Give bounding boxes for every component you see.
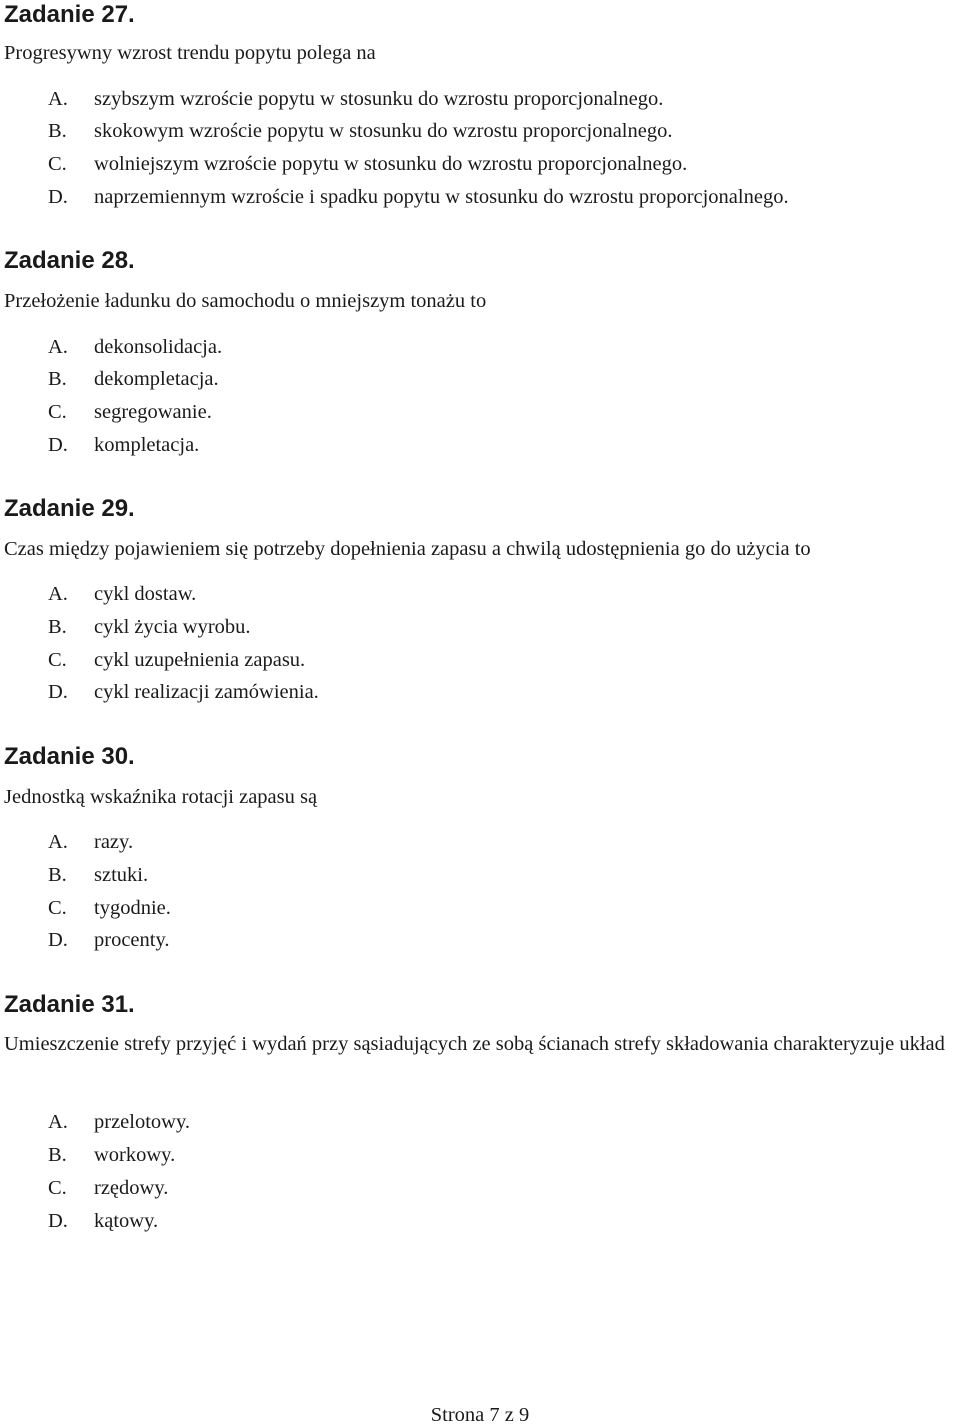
task-27-question: Progresywny wzrost trendu popytu polega na: [4, 42, 376, 64]
task-27-answer-a: [48, 87, 663, 111]
task-28-question: Przełożenie ładunku do samochodu o mniejszym tonażu to: [4, 290, 487, 312]
answer-letter: A.: [48, 336, 68, 358]
answer-letter: D.: [48, 434, 68, 456]
answer-letter: D.: [48, 681, 68, 703]
answer-letter: A.: [48, 1111, 68, 1133]
task-28-answer-a: [48, 335, 222, 359]
task-29-answer-d: [48, 680, 319, 704]
answer-text: kompletacja.: [94, 434, 200, 456]
task-31-answer-d: [48, 1209, 158, 1233]
answer-text: procenty.: [94, 929, 170, 951]
task-29-answer-a: [48, 582, 196, 606]
answer-text: szybszym wzroście popytu w stosunku do wzrostu proporcjonalnego.: [94, 88, 664, 110]
task-31-answer-c: [48, 1176, 168, 1200]
task-28-answer-d: [48, 433, 199, 457]
task-30-answer-a: [48, 830, 133, 854]
task-29-question: Czas między pojawieniem się potrzeby dopełnienia zapasu a chwilą udostępnienia go do użycia to: [4, 538, 811, 560]
answer-text: skokowym wzroście popytu w stosunku do wzrostu proporcjonalnego.: [94, 120, 673, 142]
task-31-answer-a: [48, 1110, 190, 1134]
task-28-title: Zadanie 28.: [4, 247, 135, 274]
task-27-title: Zadanie 27.: [4, 1, 135, 28]
answer-letter: C.: [48, 401, 67, 423]
task-28-answer-c: [48, 400, 212, 424]
answer-letter: D.: [48, 186, 68, 208]
answer-letter: C.: [48, 649, 67, 671]
page-number: Strona 7 z 9: [430, 1404, 530, 1426]
task-27-answer-b: [48, 119, 672, 143]
answer-text: dekompletacja.: [94, 368, 219, 390]
task-31-answer-b: [48, 1143, 175, 1167]
answer-letter: B.: [48, 368, 67, 390]
answer-text: naprzemiennym wzroście i spadku popytu w stosunku do wzrostu proporcjonalnego.: [94, 186, 789, 208]
task-30-title: Zadanie 30.: [4, 743, 135, 770]
answer-letter: C.: [48, 1177, 67, 1199]
answer-text: dekonsolidacja.: [94, 336, 223, 358]
task-30-question: Jednostką wskaźnika rotacji zapasu są: [4, 786, 318, 808]
answer-letter: A.: [48, 831, 68, 853]
answer-text: workowy.: [94, 1144, 176, 1166]
task-27-answer-d: [48, 185, 789, 209]
task-31-title: Zadanie 31.: [4, 991, 135, 1018]
answer-text: sztuki.: [94, 864, 149, 886]
answer-text: wolniejszym wzroście popytu w stosunku do wzrostu proporcjonalnego.: [94, 153, 688, 175]
task-30-answer-d: [48, 928, 170, 952]
task-29-answer-b: [48, 615, 251, 639]
task-30-answer-c: [48, 896, 171, 920]
answer-letter: D.: [48, 929, 68, 951]
answer-text: rzędowy.: [94, 1177, 169, 1199]
answer-letter: B.: [48, 1144, 67, 1166]
answer-text: segregowanie.: [94, 401, 212, 423]
answer-text: przelotowy.: [94, 1111, 191, 1133]
answer-letter: A.: [48, 88, 68, 110]
task-30-answer-b: [48, 863, 148, 887]
answer-text: kątowy.: [94, 1210, 159, 1232]
answer-text: tygodnie.: [94, 897, 171, 919]
answer-text: cykl dostaw.: [94, 583, 197, 605]
answer-text: razy.: [94, 831, 134, 853]
answer-letter: B.: [48, 120, 67, 142]
answer-text: cykl życia wyrobu.: [94, 616, 251, 638]
task-29-title: Zadanie 29.: [4, 495, 135, 522]
answer-text: cykl realizacji zamówienia.: [94, 681, 319, 703]
task-31-question: Umieszczenie strefy przyjęć i wydań przy sąsiadujących ze sobą ścianach strefy składowania charakteryzuje układ: [4, 1033, 945, 1055]
task-27-answer-c: [48, 152, 687, 176]
answer-letter: C.: [48, 153, 67, 175]
answer-letter: B.: [48, 864, 67, 886]
answer-letter: A.: [48, 583, 68, 605]
answer-letter: B.: [48, 616, 67, 638]
answer-letter: D.: [48, 1210, 68, 1232]
task-29-answer-c: [48, 648, 305, 672]
answer-letter: C.: [48, 897, 67, 919]
answer-text: cykl uzupełnienia zapasu.: [94, 649, 306, 671]
task-28-answer-b: [48, 367, 219, 391]
